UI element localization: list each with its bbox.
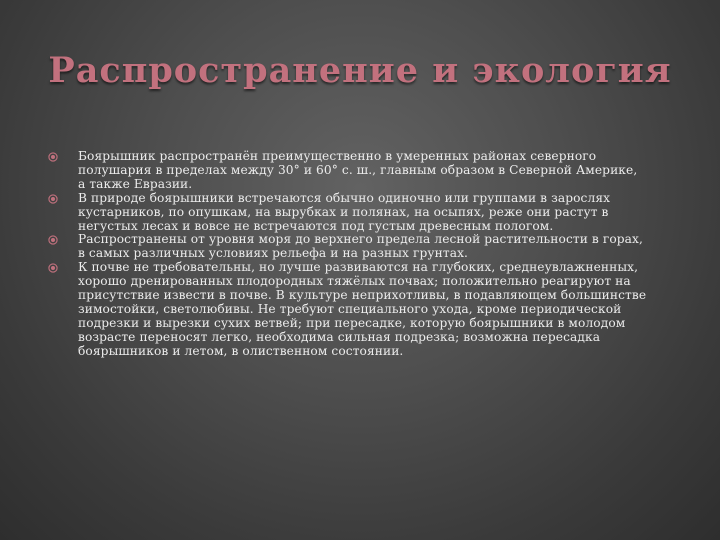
bullet-text: К почве не требовательны, но лучше развиваются на глубоких, среднеувлажненных, хорошо дренированных плодородных тяжёлых почвах; положительно реагируют на присутствие извести в почве. В культуре неприхотливы, в подавляющем большинстве зимостойки, светолюбивы. Не требуют специального ухода, кроме периодической подрезки и вырезки сухих ветвей; при пересадке, которую боярышники в молодом возрасте переносят легко, необходима сильная подрезка; возможна пересадка боярышников и летом, в олиственном состоянии. <box>78 260 647 358</box>
slide-title: Распространение и экология <box>48 50 672 91</box>
circled-dot-icon <box>48 263 58 273</box>
circled-dot-icon <box>48 194 58 204</box>
bullet-item <box>48 192 648 234</box>
bullet-list <box>48 150 648 359</box>
circled-dot-icon <box>48 235 58 245</box>
circled-dot-icon <box>48 152 58 162</box>
bullet-text: В природе боярышники встречаются обычно одиночно или группами в зарослях кустарников, по опушкам, на вырубках и полянах, на осыпях, реже они растут в негустых лесах и вовсе не встречаются под густым древесным пологом. <box>78 190 611 233</box>
bullet-text: Боярышник распространён преимущественно в умеренных районах северного полушария в пределах между 30° и 60° с. ш., главным образом в Северной Америке, а также Евразии. <box>78 149 638 191</box>
bullet-item <box>48 261 648 358</box>
bullet-item <box>48 150 648 192</box>
bullet-item <box>48 233 648 261</box>
bullet-text: Распространены от уровня моря до верхнего предела лесной растительности в горах, в самых различных условиях рельефа и на разных грунтах. <box>78 232 643 261</box>
